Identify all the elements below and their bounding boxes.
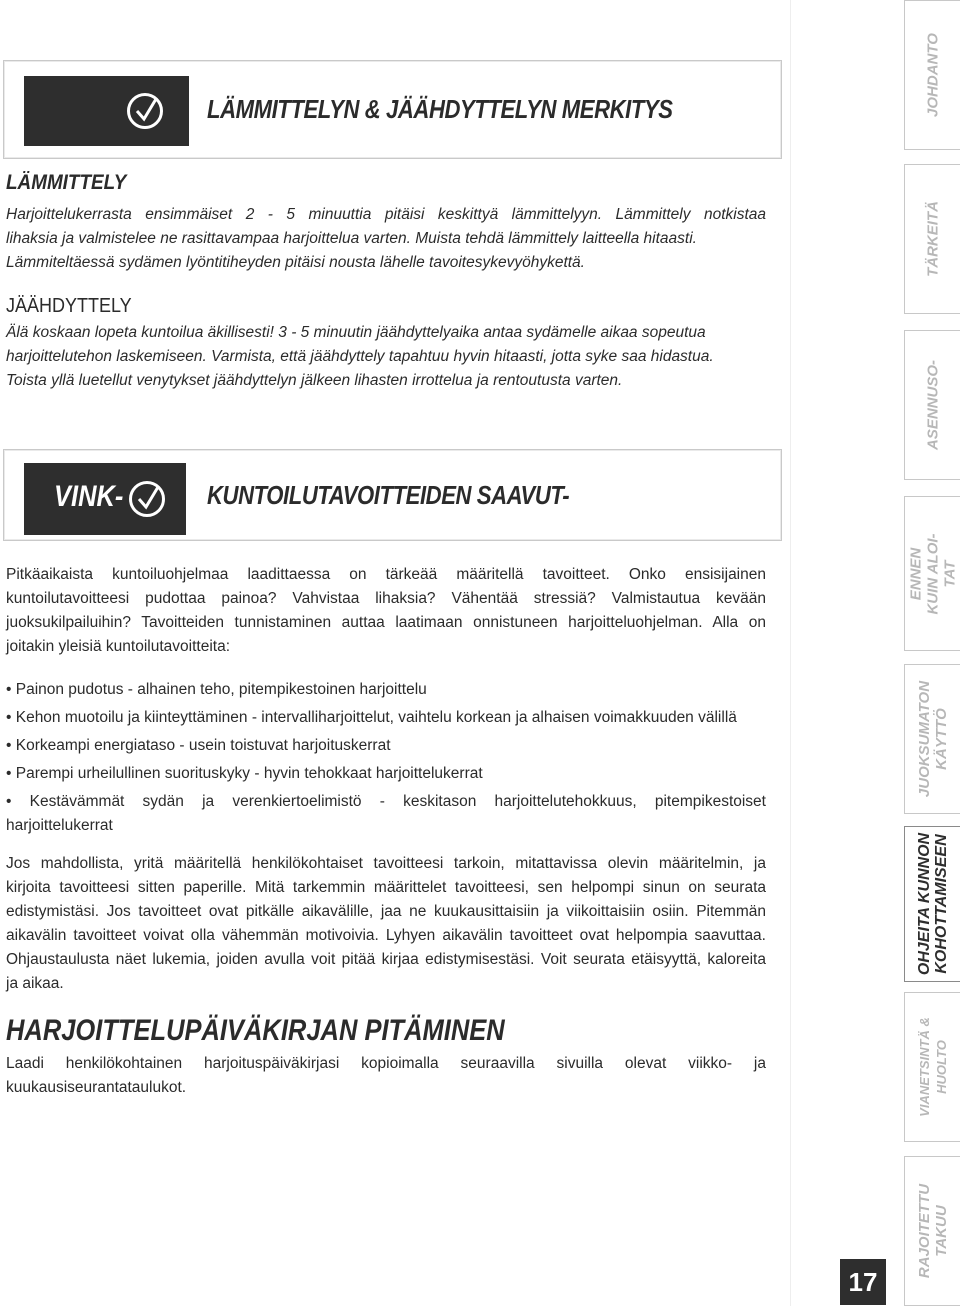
list-item-continuation: harjoittelukerrat xyxy=(6,817,113,834)
tab-label xyxy=(916,1017,950,1117)
checkmark-icon xyxy=(127,93,163,129)
text-line: Toista yllä luetellut venytykset jäähdyttelyn jälkeen lihasten irrottelua ja rentoutusta varten. xyxy=(6,372,623,389)
text-line: aikavälin tavoitteet voivat olla vähemmän motivoivia. Lyhyen aikavälin tavoitteet ovat helpompia saavuttaa. xyxy=(6,927,766,944)
list-item: • Kehon muotoilu ja kiinteyttäminen - intervalliharjoittelut, vaihtelu korkean ja alhaisen voimakkuuden välillä xyxy=(6,709,737,726)
section-header-box xyxy=(3,60,782,159)
header-icon-block xyxy=(24,76,189,146)
text-line: Älä koskaan lopeta kuntoilua äkillisesti! 3 - 5 minuutin jäähdyttelyaika antaa sydämelle aikaa sopeutua xyxy=(6,324,706,341)
tab-label-line: KOHOTTAMISEEN xyxy=(932,834,950,974)
cooldown-heading: JÄÄHDYTTELY xyxy=(6,295,132,317)
list-item: • Painon pudotus - alhainen teho, pitempikestoinen harjoittelu xyxy=(6,681,427,698)
text-line: kuukausiseurantataulukot. xyxy=(6,1079,187,1096)
tab-ohjeita-kunnon-kohottamiseen[interactable] xyxy=(904,826,960,982)
text-line: Pitkäaikaista kuntoiluohjelmaa laadittaessa on tärkeää määritellä tavoitteet. Onko ensisijainen xyxy=(6,566,766,583)
tab-label: TÄRKEITÄ xyxy=(924,201,941,277)
tab-label xyxy=(916,1184,950,1278)
text-line: Laadi henkilökohtainen harjoituspäiväkirjasi kopioimalla seuraavilla sivuilla olevat viikko- ja xyxy=(6,1055,766,1072)
tab-label-line: OHJEITA KUNNON xyxy=(915,832,933,976)
checkmark-icon xyxy=(129,481,165,517)
text-line: ja aikaa. xyxy=(6,975,64,992)
text-line: Ohjaustaulusta näet lukemia, joiden avulla voit pitää kirjaa edistymisestäsi. Voit seurata etäisyyttä, kaloreita xyxy=(6,951,766,968)
tab-ennen-kuin-aloitat[interactable] xyxy=(904,496,960,651)
tab-johdanto[interactable] xyxy=(904,0,960,150)
margin-rule xyxy=(790,0,791,1306)
tab-label-line: KÄYTTÖ xyxy=(932,708,950,770)
tab-label-line: TAT xyxy=(941,560,958,587)
text-line: kuntoilutavoitteesi pudottaa painoa? Vahvistaa lihaksia? Vähentää stressiä? Valmistautua kevään xyxy=(6,590,766,607)
tab-asennus[interactable] xyxy=(904,330,960,480)
text-line: kirjoita tavoitteesi sitten paperille. Mitä tarkemmin määrittelet tavoitteesi, sen helpompi sinun on seurata xyxy=(6,879,766,896)
text-line: joitakin yleisiä kuntoilutavoitteita: xyxy=(6,638,231,655)
text-line: Lämmiteltäessä sydämen lyöntitiheyden pitäisi nousta lähelle tavoitesykevyöhykettä. xyxy=(6,254,585,271)
list-item: • Kestävämmät sydän ja verenkiertoelimistö - keskitason harjoittelutehokkuus, pitempikestoiset xyxy=(6,793,766,810)
tab-label xyxy=(916,681,950,797)
tab-tarkeita[interactable] xyxy=(904,164,960,314)
tab-rajoitettu-takuu[interactable] xyxy=(904,1156,960,1306)
text-line: Harjoittelukerrasta ensimmäiset 2 - 5 minuuttia pitäisi keskittyä lämmittelyyn. Lämmittely notkistaa xyxy=(6,206,766,223)
text-line: juoksukilpailuihin? Tavoitteiden tunnistaminen auttaa laatimaan onnistuneen harjoitteluohjelman. Alla on xyxy=(6,614,766,631)
list-item: • Korkeampi energiataso - usein toistuvat harjoituskerrat xyxy=(6,737,391,754)
goals-intro xyxy=(6,563,766,659)
section-title: LÄMMITTELYN & JÄÄHDYTTELYN MERKITYS xyxy=(207,94,673,124)
tip-badge xyxy=(24,463,186,535)
tab-label-line: RAJOITETTU xyxy=(915,1183,933,1279)
tab-label xyxy=(916,833,950,975)
tab-juoksumaton-kaytto[interactable] xyxy=(904,664,960,814)
tab-label-line: HUOLTO xyxy=(933,1040,949,1094)
goals-closing xyxy=(6,852,766,996)
diary-heading: HARJOITTELUPÄIVÄKIRJAN PITÄMINEN xyxy=(6,1014,505,1047)
tab-vianetsinta-huolto[interactable] xyxy=(904,992,960,1142)
cooldown-text xyxy=(6,321,766,393)
tip-header-box xyxy=(3,449,782,541)
tab-label: JOHDANTO xyxy=(924,33,941,117)
diary-text xyxy=(6,1052,766,1100)
tab-label-line: TAKUU xyxy=(932,1205,950,1257)
text-line: edistymistäsi. Jos tavoitteet ovat pitkälle aikavälille, jaa ne kuukausittaisiin ja viikoittaisiin osiin. Pitemmän xyxy=(6,903,766,920)
tab-label-line: JUOKSUMATON xyxy=(915,680,933,798)
text-line: lihaksia ja valmistelee ne rasittavampaa harjoittelua varten. Muista tehdä lämmittely laitteella hitaasti. xyxy=(6,230,697,247)
tip-title: KUNTOILUTAVOITTEIDEN SAAVUT- xyxy=(207,480,570,510)
tab-label-line: ENNEN xyxy=(907,547,924,600)
tab-label: ASENNUSO- xyxy=(924,359,941,451)
warmup-heading: LÄMMITTELY xyxy=(6,171,127,194)
tip-badge-label: VINK- xyxy=(54,480,124,513)
text-line: Jos mahdollista, yritä määritellä henkilökohtaiset tavoitteesi tarkoin, mitattavissa olevin määritelmin, ja xyxy=(6,855,766,872)
tab-label-line: VIANETSINTÄ & xyxy=(916,1017,932,1117)
tab-label-line: KUIN ALOI- xyxy=(924,532,941,615)
goals-list xyxy=(6,678,766,838)
page-number: 17 xyxy=(840,1259,886,1305)
list-item: • Parempi urheilullinen suorituskyky - hyvin tehokkaat harjoittelukerrat xyxy=(6,765,483,782)
warmup-text xyxy=(6,203,766,275)
tab-label xyxy=(907,533,958,614)
text-line: harjoittelutehon laskemiseen. Varmista, että jäähdyttely tapahtuu hyvin hitaasti, jotta syke saa hidastua. xyxy=(6,348,714,365)
